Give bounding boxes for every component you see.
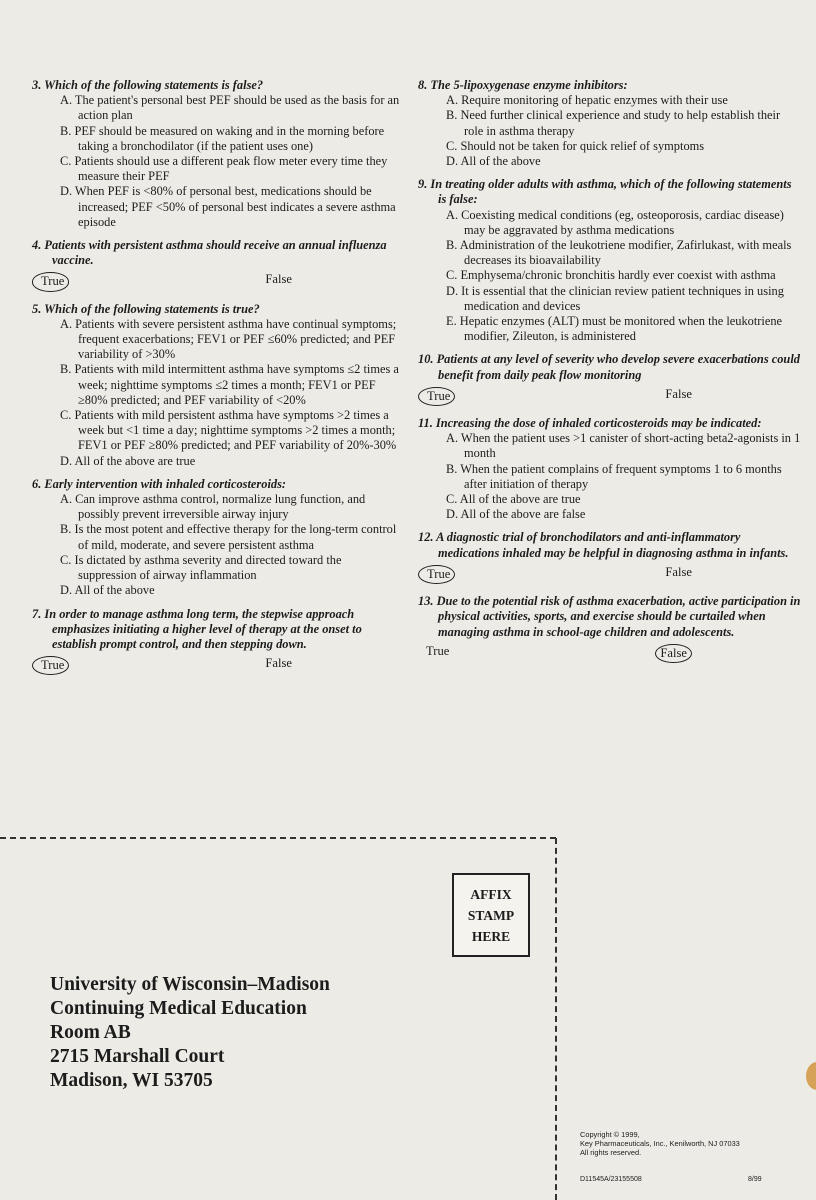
question-12-true[interactable]: True bbox=[418, 565, 455, 584]
question-11-title: 11. Increasing the dose of inhaled corticosteroids may be indicated: bbox=[418, 416, 762, 431]
question-9-option-b[interactable]: B. Administration of the leukotriene modifier, Zafirlukast, with meals decreases its bioavailability bbox=[446, 238, 792, 268]
question-4 bbox=[32, 238, 402, 294]
question-4-answers bbox=[32, 268, 402, 293]
address-line-4: 2715 Marshall Court bbox=[50, 1046, 225, 1067]
mailing-address bbox=[50, 973, 330, 1093]
question-11-option-d[interactable]: D. All of the above are false bbox=[446, 507, 586, 522]
question-6 bbox=[32, 477, 402, 599]
address-line-5: Madison, WI 53705 bbox=[50, 1070, 213, 1091]
question-6-option-d[interactable]: D. All of the above bbox=[60, 583, 155, 598]
question-8-option-b[interactable]: B. Need further clinical experience and study to help establish their role in asthma therapy bbox=[446, 108, 781, 138]
question-4-title: 4. Patients with persistent asthma should receive an annual influenza vaccine. bbox=[32, 238, 387, 268]
horizontal-perforation-line bbox=[0, 837, 556, 839]
question-6-option-a[interactable]: A. Can improve asthma control, normalize lung function, and possibly prevent irreversible airway injury bbox=[60, 492, 366, 522]
question-6-option-b[interactable]: B. Is the most potent and effective therapy for the long-term control of mild, moderate, and severe persistent asthma bbox=[60, 522, 397, 552]
question-9-option-a[interactable]: A. Coexisting medical conditions (eg, osteoporosis, cardiac disease) may be aggravated by asthma medications bbox=[446, 207, 784, 237]
question-9-option-d[interactable]: D. It is essential that the clinician review patient techniques in using medication and devices bbox=[446, 283, 784, 313]
question-8-option-c[interactable]: C. Should not be taken for quick relief of symptoms bbox=[446, 138, 705, 153]
question-11-option-b[interactable]: B. When the patient complains of frequent symptoms 1 to 6 months after initiation of therapy bbox=[446, 461, 782, 491]
question-5-option-a[interactable]: A. Patients with severe persistent asthma have continual symptoms; frequent exacerbations; FEV1 or PEF ≤60% predicted; and PEF variability of >30% bbox=[60, 316, 397, 362]
question-12-false[interactable]: False bbox=[665, 564, 692, 579]
question-8-option-d[interactable]: D. All of the above bbox=[446, 154, 541, 169]
question-5-option-b[interactable]: B. Patients with mild intermittent asthma have symptoms ≤2 times a week; nighttime symptoms ≤2 times a month; FEV1 or PEF ≥80% predicted; and PEF variability of <20% bbox=[60, 362, 399, 407]
sticker-dot bbox=[806, 1062, 816, 1090]
question-9 bbox=[418, 177, 802, 344]
question-8 bbox=[418, 78, 802, 169]
vertical-perforation-line bbox=[555, 838, 557, 1200]
document-date: 8/99 bbox=[748, 1176, 762, 1183]
question-13-answers bbox=[418, 640, 802, 665]
question-9-option-c[interactable]: C. Emphysema/chronic bronchitis hardly ever coexist with asthma bbox=[446, 268, 776, 283]
question-10-title: 10. Patients at any level of severity who develop severe exacerbations could benefit from daily peak flow monitoring bbox=[418, 352, 800, 382]
stamp-line-2: STAMP bbox=[467, 907, 515, 923]
question-12-answers bbox=[418, 561, 802, 586]
question-3-option-c[interactable]: C. Patients should use a different peak flow meter every time they measure their PEF bbox=[60, 154, 388, 184]
question-3-title: 3. Which of the following statements is false? bbox=[32, 78, 264, 92]
affix-stamp-box bbox=[452, 873, 530, 957]
question-7-false[interactable]: False bbox=[265, 656, 292, 671]
question-8-option-a[interactable]: A. Require monitoring of hepatic enzymes with their use bbox=[446, 93, 728, 108]
question-10-answers bbox=[418, 383, 802, 408]
question-13 bbox=[418, 594, 802, 665]
address-line-2: Continuing Medical Education bbox=[50, 998, 307, 1019]
copyright-line-3: All rights reserved. bbox=[580, 1148, 642, 1157]
question-11-option-a[interactable]: A. When the patient uses >1 canister of short-acting beta2-agonists in 1 month bbox=[446, 431, 801, 461]
question-13-false[interactable]: False bbox=[655, 644, 692, 663]
copyright-line-1: Copyright © 1999, bbox=[580, 1130, 640, 1139]
question-11-option-c[interactable]: C. All of the above are true bbox=[446, 492, 581, 507]
question-7-answers bbox=[32, 652, 402, 677]
question-7 bbox=[32, 607, 402, 678]
question-12-title: 12. A diagnostic trial of bronchodilators and anti-inflammatory medications inhaled may be helpful in diagnosing asthma in infants. bbox=[418, 530, 789, 560]
document-code: D11545A/23155508 bbox=[580, 1176, 642, 1183]
question-10 bbox=[418, 352, 802, 408]
question-10-false[interactable]: False bbox=[665, 386, 692, 401]
question-5-option-c[interactable]: C. Patients with mild persistent asthma have symptoms >2 times a week but <1 time a day; nighttime symptoms >2 times a month; FEV1 or PEF ≥80% predicted; and PEF variability of 20%-30% bbox=[60, 408, 397, 453]
question-8-title: 8. The 5-lipoxygenase enzyme inhibitors: bbox=[418, 78, 628, 92]
copyright-notice bbox=[580, 1130, 740, 1157]
question-9-option-e[interactable]: E. Hepatic enzymes (ALT) must be monitored when the leukotriene modifier, Zileuton, is administered bbox=[446, 314, 783, 344]
right-question-column bbox=[418, 78, 802, 673]
question-4-false[interactable]: False bbox=[265, 272, 292, 287]
question-12 bbox=[418, 530, 802, 586]
question-3-option-d[interactable]: D. When PEF is <80% of personal best, medications should be increased; PEF <50% of personal best indicates a severe asthma episode bbox=[60, 184, 396, 229]
question-3-option-b[interactable]: B. PEF should be measured on waking and in the morning before taking a bronchodilator (if the patient uses one) bbox=[60, 123, 385, 153]
question-13-true[interactable]: True bbox=[426, 643, 450, 658]
question-11 bbox=[418, 416, 802, 522]
question-3 bbox=[32, 78, 402, 230]
stamp-line-3: HERE bbox=[471, 928, 511, 944]
copyright-line-2: Key Pharmaceuticals, Inc., Kenilworth, NJ 07033 bbox=[580, 1139, 740, 1148]
question-4-true[interactable]: True bbox=[32, 272, 69, 291]
question-7-true[interactable]: True bbox=[32, 656, 69, 675]
question-5-title: 5. Which of the following statements is true? bbox=[32, 301, 260, 316]
question-3-option-a[interactable]: A. The patient's personal best PEF should be used as the basis for an action plan bbox=[60, 93, 400, 123]
question-5 bbox=[32, 302, 402, 469]
address-line-3: Room AB bbox=[50, 1022, 131, 1043]
stamp-line-1: AFFIX bbox=[470, 886, 512, 902]
question-13-title: 13. Due to the potential risk of asthma exacerbation, active participation in physical activities, sports, and exercise should be curtailed when managing asthma in school-age children and adolescents. bbox=[418, 594, 801, 639]
left-question-column bbox=[32, 78, 402, 685]
question-10-true[interactable]: True bbox=[418, 387, 455, 406]
address-line-1: University of Wisconsin–Madison bbox=[50, 974, 330, 995]
question-7-title: 7. In order to manage asthma long term, the stepwise approach emphasizes initiating a higher level of therapy at the onset to establish prompt control, and then stepping down. bbox=[32, 606, 362, 651]
question-5-option-d[interactable]: D. All of the above are true bbox=[60, 453, 196, 468]
question-6-option-c[interactable]: C. Is dictated by asthma severity and directed toward the suppression of airway inflammation bbox=[60, 552, 342, 583]
question-6-title: 6. Early intervention with inhaled corticosteroids: bbox=[32, 476, 287, 491]
question-9-title: 9. In treating older adults with asthma, which of the following statements is false: bbox=[418, 177, 792, 207]
